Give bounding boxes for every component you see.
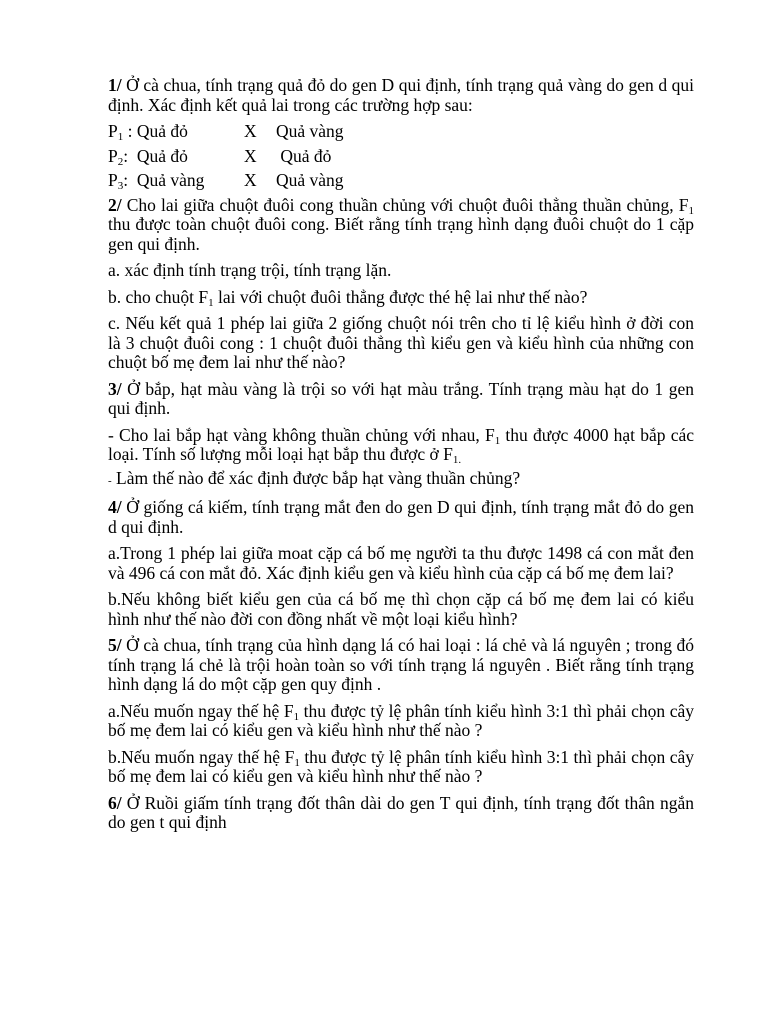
subscript: 1 [294,756,300,769]
question-number: 1/ [108,75,122,95]
separator: : [123,170,137,190]
generation-subscript: 2 [117,155,124,168]
parent-right: Quả vàng [276,170,344,190]
question-6 [108,794,694,833]
separator: : [123,121,137,141]
question-number: 5/ [108,635,122,655]
generation-subscript: 1 [117,131,124,143]
subscript: 1 [208,296,214,309]
cross-symbol: X [244,121,257,141]
part-text-cont: lai với chuột đuôi thẳng được thé hệ lai như thế nào? [213,286,588,307]
question-4 [108,498,694,537]
document-body [108,76,694,840]
generation-label: P [108,121,118,141]
generation-subscript: 3 [117,180,124,192]
question-number: 2/ [108,194,122,215]
subscript: 1 [688,204,694,217]
question-5-part-a [108,702,694,741]
part-text-cont: thu được tỷ lệ phân tính kiểu hình 3:1 thì phải chọn cây bố mẹ đem lai có kiểu gen và kiểu hình như thế nào ? [108,700,694,740]
question-3-line-2 [108,469,694,492]
question-text: Ở Ruồi giấm tính trạng đốt thân dài do gen T qui định, tính trạng đốt thân ngắn do gen t qui định [108,792,694,832]
question-text: Ở cà chua, tính trạng của hình dạng lá có hai loại : lá chẻ và lá nguyên ; trong đó tính trạng lá chẻ là trội hoàn toàn so với tính trạng lá nguyên . Biết rằng tính trạng hình dạng lá do một cặp gen quy định . [108,635,694,694]
parent-left: Quả đỏ [136,145,188,166]
subscript: 1 [293,710,300,723]
question-number: 6/ [108,792,122,813]
question-5 [108,636,694,695]
question-2-part-c: c. Nếu kết quả 1 phép lai giữa 2 giống chuột nói trên cho tỉ lệ kiểu hình ở đời con là 3 chuột đuôi cong : 1 chuột đuôi thẳng thì kiểu gen và kiểu hình của những con chuột bố mẹ đem lai như thế nào? [108,313,694,372]
question-2-part-a: a. xác định tính trạng trội, tính trạng lặn. [108,260,392,280]
question-text: Ở cà chua, tính trạng quả đỏ do gen D qui định, tính trạng quả vàng do gen d qui định. Xác định kết quả lai trong các trường hợp sau: [108,75,694,115]
subscript: 1. [452,454,462,466]
part-text: a.Nếu muốn ngay thế hệ F [108,700,294,721]
parent-right: Quả vàng [276,121,344,141]
parent-left: Quả vàng [136,170,205,190]
question-number: 3/ [108,378,122,399]
separator: : [123,145,137,166]
dash: - [108,474,112,487]
cross-symbol: X [244,145,257,166]
question-text-cont: thu được toàn chuột đuôi cong. Biết rằng tính trạng hình dạng đuôi chuột do 1 cặp gen qui định. [108,214,694,254]
question-text: Cho lai giữa chuột đuôi cong thuần chủng với chuột đuôi thẳng thuần chủng, F [121,194,689,215]
question-4-part-b: b.Nếu không biết kiểu gen của cá bố mẹ thì chọn cặp cá bố mẹ đem lai có kiểu hình như thế nào đời con đồng nhất về một loại kiểu hình? [108,589,694,629]
cross-p3 [108,171,694,191]
line-text: Làm thế nào để xác định được bắp hạt vàng thuần chủng? [111,467,521,488]
question-text: Ở giống cá kiếm, tính trạng mắt đen do gen D qui định, tính trạng mắt đỏ do gen d qui định. [108,497,694,537]
subscript: 1 [494,434,501,447]
question-4-part-a: a.Trong 1 phép lai giữa moat cặp cá bố mẹ người ta thu được 1498 cá con mắt đen và 496 cá con mắt đỏ. Xác định kiểu gen và kiểu hình của cặp cá bố mẹ đem lai? [108,543,694,583]
line-text-cont: thu được 4000 hạt bắp các loại. Tính số lượng mỗi loại hạt bắp thu được ở F [108,424,694,464]
question-text: Ở bắp, hạt màu vàng là trội so với hạt màu trắng. Tính trạng màu hạt do 1 gen qui định. [108,378,694,418]
question-2-part-b [108,288,694,308]
parent-right: Quả đỏ [276,145,332,166]
question-number: 4/ [108,497,122,517]
question-5-part-b [108,748,694,787]
part-text: b.Nếu muốn ngay thế hệ F [108,746,295,767]
generation-label: P [108,145,118,166]
parent-left: Quả đỏ [136,121,188,141]
line-text: - Cho lai bắp hạt vàng không thuần chủng với nhau, F [108,424,495,445]
cross-p1 [108,122,694,142]
generation-label: P [108,170,118,190]
question-3 [108,380,694,419]
question-2 [108,196,694,255]
question-1 [108,76,694,115]
cross-p2 [108,147,694,167]
part-text: b. cho chuột F [108,286,209,307]
question-3-line-1 [108,426,694,465]
part-text-cont: thu được tỷ lệ phân tính kiểu hình 3:1 thì phải chọn cây bố mẹ đem lai có kiểu gen và kiểu hình như thế nào ? [108,746,694,786]
cross-symbol: X [244,170,257,190]
